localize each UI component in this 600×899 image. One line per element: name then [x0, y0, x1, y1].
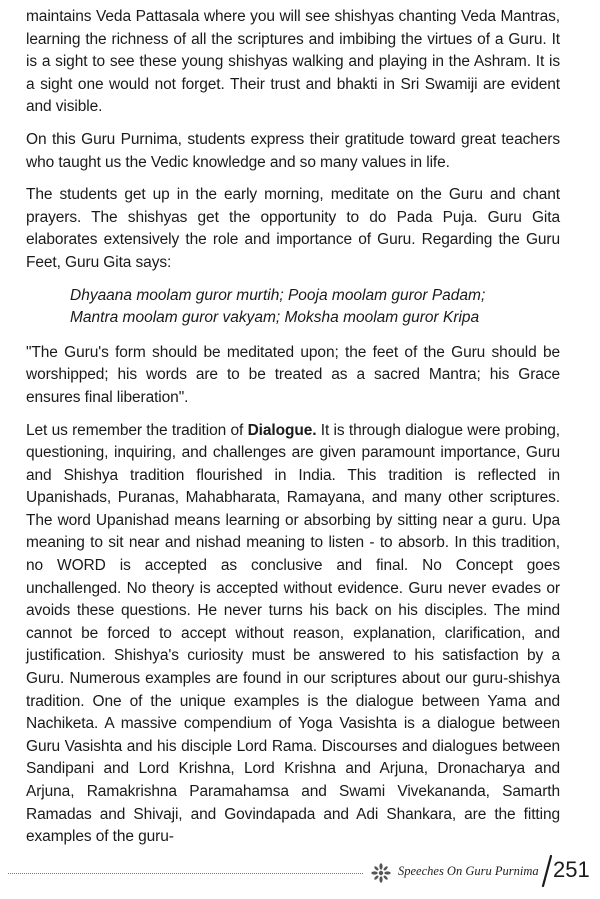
- page-body: [26, 6, 560, 859]
- footer-dotted-rule: [8, 873, 363, 874]
- running-title: Speeches On Guru Purnima: [398, 864, 539, 878]
- paragraph-veda-pattasala: maintains Veda Pattasala where you will see shishyas chanting Veda Mantras, learning the richness of all the scriptures and imbibing the virtues of a Guru. It is a sight to see these young shishyas walking and playing in the Ashram. It is a sight one would not forget. Their trust and bhakti in Sri Swamiji are evident and visible.: [26, 8, 560, 116]
- page-number-slash: [541, 855, 553, 887]
- page-footer: [0, 854, 600, 894]
- guru-gita-verse: [70, 285, 560, 330]
- paragraph-verse-translation: "The Guru's form should be meditated upon; the feet of the Guru should be worshipped; his words are to be treated as a sacred Mantra; his Grace ensures final liberation".: [26, 343, 560, 406]
- verse-line-1: Dhyaana moolam guror murtih; Pooja moolam guror Padam;: [70, 286, 486, 304]
- page-number: 251: [553, 857, 590, 882]
- paragraph-dialogue-tradition: [26, 420, 560, 849]
- verse-line-2: Mantra moolam guror vakyam; Moksha moolam guror Kripa: [70, 309, 480, 327]
- paragraph-students-morning: The students get up in the early morning, meditate on the Guru and chant prayers. The shishyas get the opportunity to do Pada Puja. Guru Gita elaborates extensively the role and importance of Guru. Regarding the Guru Feet, Guru Gita says:: [26, 186, 560, 271]
- dialogue-body-text: It is through dialogue were probing, questioning, inquiring, and challenges are given paramount importance, Guru and Shishya tradition flourished in India. This tradition is reflected in Upanishads, Puranas, Mahabharata, Ramayana, and many other scriptures. The word Upanishad means learning or absorbing by sitting near a guru. Upa meaning to sit near and nishad meaning to listen - to absorb. In this tradition, no WORD is accepted as conclusive and final. No Concept goes unchallenged. No theory is accepted without evidence. Guru never evades or avoids these questions. He never turns his back on his disciples. The mind cannot be forced to accept without reason, explanation, clarification, and justification. Shishya's curiosity must be answered to his satisfaction by a Guru. Numerous examples are found in our scriptures about our guru-shishya tradition. One of the unique examples is the dialogue between Yama and Nachiketa. A massive compendium of Yoga Vasishta is a dialogue between Guru Vasishta and his disciple Lord Rama. Discourses and dialogues between Sandipani and Lord Krishna, Lord Krishna and Arjuna, Dronacharya and Arjuna, Ramakrishna Paramahamsa and Swami Vivekananda, Samarth Ramadas and Shivaji, and Govindapada and Adi Shankara, are the fitting examples of the guru-: [26, 421, 561, 846]
- dialogue-bold-term: Dialogue.: [247, 421, 317, 439]
- flower-ornament-icon: [370, 862, 392, 884]
- paragraph-guru-purnima-gratitude: On this Guru Purnima, students express their gratitude toward great teachers who taught us the Vedic knowledge and so many values in life.: [26, 130, 560, 171]
- dialogue-intro-text: Let us remember the tradition of: [26, 421, 248, 439]
